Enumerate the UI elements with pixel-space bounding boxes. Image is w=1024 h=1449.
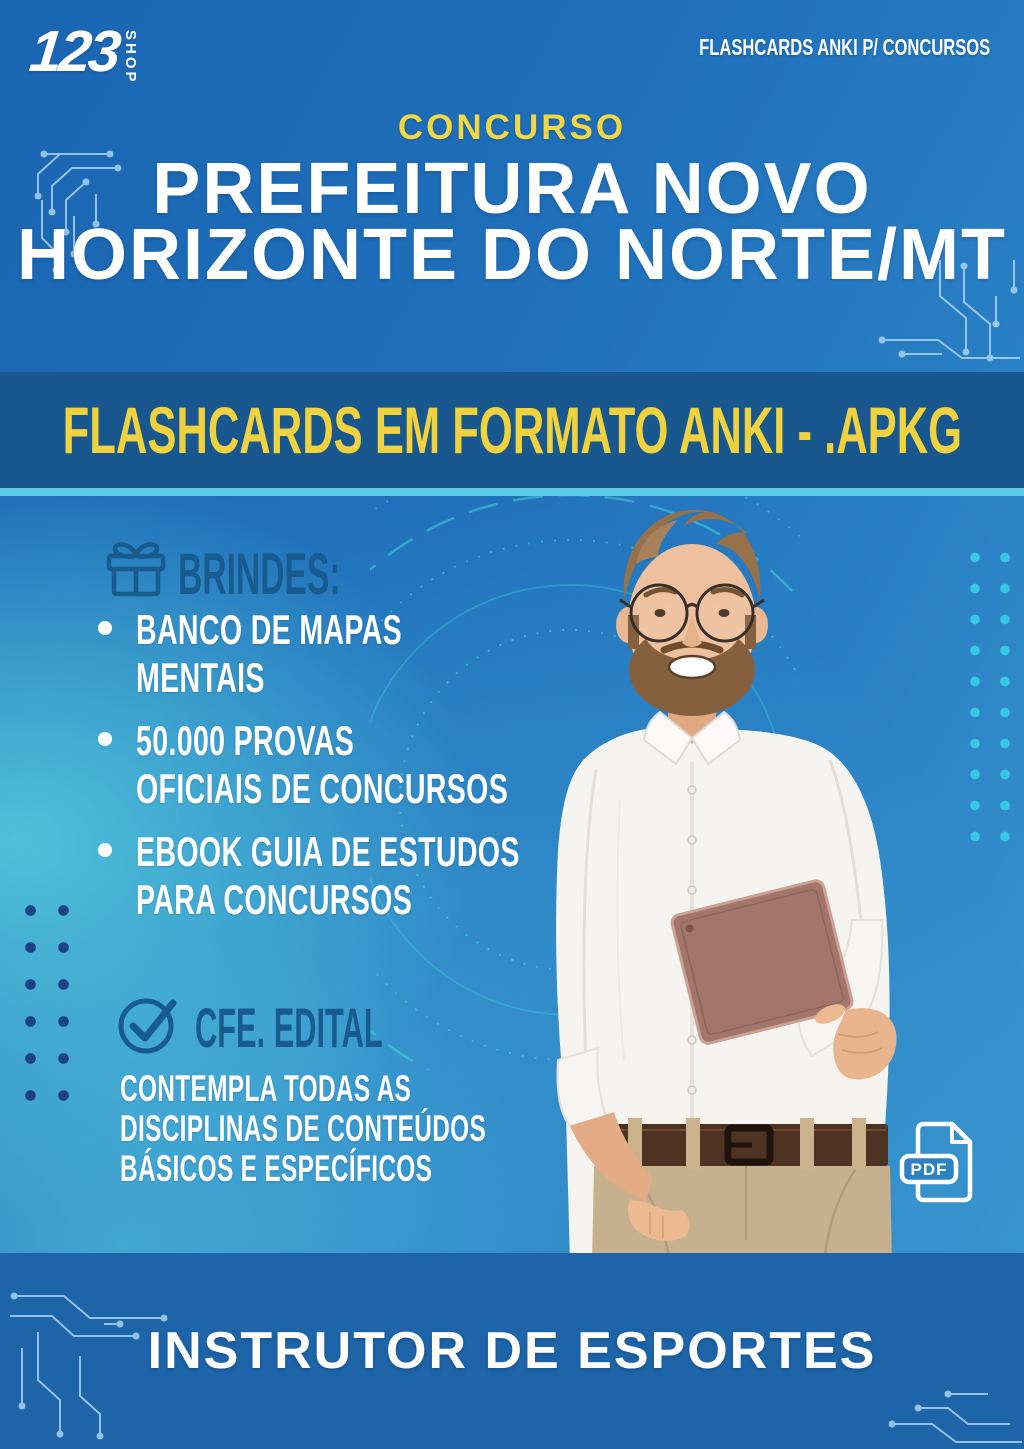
kicker-label: CONCURSO xyxy=(397,108,627,147)
edital-line: DISCIPLINAS DE CONTEÚDOS xyxy=(120,1108,487,1149)
edital-description xyxy=(120,1069,486,1189)
check-circle-icon xyxy=(116,990,182,1056)
item-line: MENTAIS xyxy=(136,654,265,701)
item-line: EBOOK GUIA DE ESTUDOS xyxy=(136,828,520,875)
list-item-text xyxy=(136,606,402,702)
list-item xyxy=(98,606,700,702)
item-line: OFICIAIS DE CONCURSOS xyxy=(136,765,509,812)
item-line: BANCO DE MAPAS xyxy=(136,606,403,653)
circuit-icon-bottom-left xyxy=(8,1284,204,1442)
dot-grid-pattern-right xyxy=(960,542,1022,844)
header xyxy=(0,108,1024,295)
job-title: INSTRUTOR DE ESPORTES xyxy=(147,1322,877,1380)
edital-heading: CFE. EDITAL xyxy=(195,996,383,1059)
format-banner xyxy=(0,372,1024,496)
page-title xyxy=(0,149,1024,295)
pdf-icon xyxy=(898,1118,978,1204)
shop-logo xyxy=(26,19,139,85)
edital-line: BÁSICOS E ESPECÍFICOS xyxy=(120,1148,433,1189)
logo-shop-label: SHOP xyxy=(121,30,139,85)
dot-grid-pattern-left xyxy=(14,892,80,1116)
bullet-icon xyxy=(98,732,112,746)
bullet-icon xyxy=(98,621,112,635)
brindes-heading: BRINDES: xyxy=(178,542,341,607)
brindes-list xyxy=(98,606,700,939)
item-line: 50.000 PROVAS xyxy=(136,717,355,764)
title-line-2: HORIZONTE DO NORTE/MT xyxy=(17,215,1007,295)
list-item xyxy=(98,828,700,924)
format-banner-text: FLASHCARDS EM FORMATO ANKI - .APKG xyxy=(62,393,962,467)
product-category-label: FLASHCARDS ANKI P/ CONCURSOS xyxy=(698,34,990,60)
logo-number: 123 xyxy=(26,19,122,84)
list-item-text xyxy=(136,828,520,924)
edital-line: CONTEMPLA TODAS AS xyxy=(120,1068,412,1109)
circuit-icon-bottom-right xyxy=(884,1386,1024,1448)
gift-icon xyxy=(104,536,168,600)
item-line: PARA CONCURSOS xyxy=(136,876,413,923)
bullet-icon xyxy=(98,843,112,857)
list-item-text xyxy=(136,717,508,813)
title-line-1: PREFEITURA NOVO xyxy=(152,149,872,229)
list-item xyxy=(98,717,700,813)
pdf-label: PDF xyxy=(910,1160,948,1179)
